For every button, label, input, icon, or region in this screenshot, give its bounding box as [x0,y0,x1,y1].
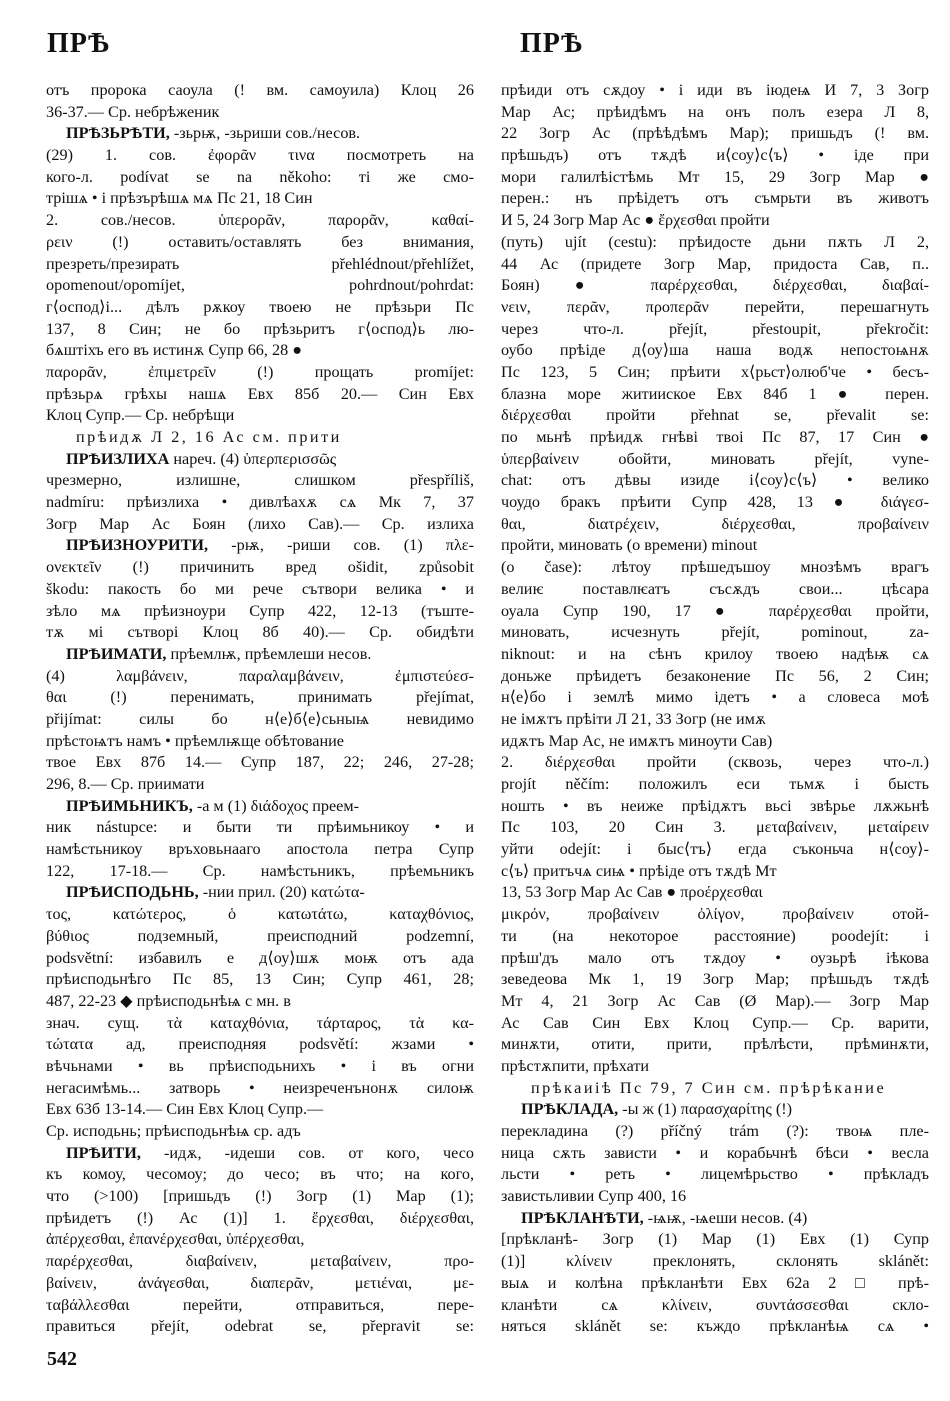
text-line: niknout: и на сѣнъ крилоу твоею надѣѭ сѧ [501,644,929,663]
text-line: прѣисподьнѣго Пс 85, 13 Син; Супр 461, 28; [46,970,474,989]
text-line: минѫти, отити, прити, прѣлѣсти, прѣминѫти, [501,1035,929,1054]
text-line: μικρόν, προβαίνειν ὀλίγον, προβαίνειν отой- [501,905,929,924]
text-line: Ас Сав Син Евх Клоц Супр.— Ср. варити, [501,1013,929,1032]
text-line: чрезмерно, излишне, слишком přespříliš, [46,471,474,490]
text-line: podsvětní: избавилъ е д⟨оу⟩шѫ моѭ отъ ада [46,948,474,967]
headword: ПРѢИМЬНИКЪ, [66,796,193,815]
text-line: велиѥ поставлѥатъ съсѫдъ свои... цѣсара [501,579,929,598]
text-line: презреть/презирать přehlédnout/přehlížet, [46,254,474,273]
text-line: перен.: нъ прѣідетъ отъ съмрьти въ животъ [501,189,929,208]
text-line: выѧ и колѣна прѣкланѣти Евх 62а 2 □ прѣ- [501,1273,929,1292]
text-line: škodu: пакость бо ми рече сътвори велика • и [46,579,474,598]
text-line: прѣшьдъ) отъ тѫдѣ и⟨соу⟩с⟨ъ⟩ • іде при [501,146,929,165]
text-line: (29) 1. сов. ἐφορᾶν τινα посмотреть на [46,146,474,165]
left-column [46,80,474,1338]
text-line: nadmíru: прѣизлиха • дивлѣахѫ сѧ Мк 7, 37 [46,493,474,512]
text-line: (o čase): лѣтоу прѣшедъшоу мнозѣмъ врагъ [501,558,929,577]
text-line: по мьнѣ прѣидѫ гнѣві твоі Пс 87, 17 Син ● [501,428,929,446]
text-line: ρειν (!) оставить/оставлять без внимания, [46,232,474,251]
headword: ПРѢЗЬРѢТИ, [66,124,170,143]
text-line: 122, 17-18.— Ср. намѣстьникъ, прѣемьникъ [46,861,474,880]
text-line: правиться přejít, odebrat se, přepravit se: [46,1317,474,1336]
text-line: 2. διέρχεσθαι пройти (сквозь, через что-л.) [501,753,929,772]
text-line: projít něčím: положилъ еси тьмѫ і бысть [501,775,929,793]
text-line: отъ пророка саоула (! вм. самоуила) Клоц 26 [46,81,474,99]
text-line: ἀπέρχεσθαι, ἐπανέρχεσθαι, ὑπέρχεσθαι, [46,1230,305,1249]
text-line: кого-л. podívat se na někoho: ті же смо- [46,167,474,186]
entry-headword-line: ПРѢЗЬРѢТИ, -зьрѭ, -зьриши сов./несов. [66,124,361,143]
text-line: зѣло мѧ прѣизноури Супр 422, 12-13 (тъште- [46,601,474,620]
text-line: Ср. исподьнь; прѣисподьнѣѩ ср. адъ [46,1122,301,1140]
text-line: (1)] κλίνειν преклонять, склонять sklánět: [501,1252,929,1271]
text-line: знач. сущ. τὰ καταχθόνια, τάρταρος, τὰ κα- [46,1013,474,1032]
text-line: завистьливии Супр 400, 16 [501,1187,687,1206]
text-line: 36-37.— Ср. небрѣженик [46,102,220,121]
text-line: 22 Зогр Ас (прѣѣдѣмъ Мар); пришьдъ (! вм. [501,124,929,143]
text-line: чоудо бракъ прѣити Супр 428, 13 ● διάγεσ- [501,493,929,512]
text-line: с⟨ъ⟩ притъчѧ сиѩ • прѣіде отъ тѫдѣ Мт [501,861,777,880]
page-number: 542 [47,1348,77,1370]
headword: ПРѢИТИ, [66,1143,141,1162]
text-line: бѧштіхъ его въ истинѫ Супр 66, 28 ● [46,341,302,360]
text-line: идѫтъ Мар Ас, не имѫтъ миноути Сав) [501,731,773,750]
text-line: перекладина (?) příčný trám (?): твоѩ пле- [501,1122,929,1140]
text-line: тѫ мі сътворі Клоц 8б 40).— Ср. обидѣти [46,623,474,642]
text-line: chat: отъ дѣвы изиде і⟨соу⟩с⟨ъ⟩ • велико [501,471,929,490]
text-line: 296, 8.— Ср. приимати [46,775,205,793]
running-head-left: ПРѢ [47,28,111,59]
text-line: 44 Ас (придете Зогр Мар, придоста Сав, п.. [501,254,929,273]
headword: ПРѢИСПОДЬНЬ, [66,883,199,902]
text-line: не імѫтъ прѣіти Л 21, 33 Зогр (не имѫ [501,709,767,728]
text-line: přijímat: силы бо н⟨е⟩б⟨е⟩сьныѩ невидимо [46,709,474,728]
text-line: твое Евх 87б 14.— Супр 187, 22; 246, 27-28; [46,753,474,772]
text-line: уйти odejít: і быс⟨тъ⟩ егда съконьча н⟨соу⟩- [501,840,929,859]
text-line: ταβάλλεσθαι перейти, отправиться, пере- [46,1295,474,1314]
text-line: Пс 103, 20 Син 3. μεταβαίνειν, μεταίρειν [501,818,929,837]
text-line: τος, κατώτερος, ὁ κατωτάτω, καταχθόνιος, [46,905,474,924]
text-line: Евх 63б 13-14.— Син Евх Клоц Супр.— [46,1100,324,1119]
text-line: зеведеова Мк 1, 19 Зогр Мар; прѣшьдъ тѫдѣ [501,970,929,989]
text-line: βύθιος подземный, преисподний podzemní, [46,926,474,945]
text-line: негасимѣмь... затворь • неизреченънонѫ силоѭ [46,1078,474,1097]
text-line: прѣкаиіѣ Пс 79, 7 Син см. прѣрѣкание [531,1078,887,1097]
text-line: 487, 22-23 ◆ прѣисподьнѣѩ с мн. в [46,991,291,1010]
text-line: θαι (!) перенимать, принимать přejímat, [46,688,474,707]
text-line: прѣстѫпити, прѣхати [501,1056,650,1075]
text-line: прѣш'дъ мало отъ тѫдоу • оузьрѣ іѣкова [501,948,929,967]
text-line: трішѧ • і прѣзърѣшѧ мѧ Пс 21, 18 Син [46,189,313,208]
text-line: ти (на некоторое расстояние) poodejít: і [501,926,929,945]
text-line: прѣзьрѧ грѣхы нашѧ Евх 85б 20.— Син Евх [46,384,474,403]
text-line: через что-л. přejít, přestoupit, překročit: [501,319,929,338]
text-line: н⟨е⟩бо і землѣ мимо ідетъ • а словеса моѣ [501,688,929,707]
text-line: кланѣти сѧ κλίνειν, συντάσσεσθαι скло- [501,1295,929,1314]
headword: ПРѢИЗНОУРИТИ, [66,536,209,555]
entry-headword-line: ПРѢИЗНОУРИТИ, -рѭ, -риши сов. (1) πλε- [66,536,474,555]
entry-headword-line: ПРѢИТИ, -идѫ, -идеши сов. от кого, чесо [66,1143,474,1162]
text-line: няться sklánět se: къждо прѣкланѣѩ сѧ • [501,1317,929,1336]
headword: ПРѢКЛАДА, [521,1100,619,1119]
text-line: что (>100) [пришьдъ (!) Зогр (1) Мар (1); [46,1187,474,1206]
right-column [501,80,929,1338]
text-line: opomenout/opomíjet, pohrdnout/pohrdat: [46,276,474,295]
running-head-right: ПРѢ [520,28,584,59]
entry-headword-line: ПРѢИМАТИ, прѣемлѭ, прѣемлеши несов. [66,644,372,663]
text-line: ношть • въ неиже прѣідѫтъ вьсі звѣрье лѫжьнѣ [501,796,929,815]
text-line: Клоц Супр.— Ср. небрѣщи [46,406,235,425]
text-line: доньже прѣидетъ безаконение Пс 56, 2 Син; [501,666,929,685]
text-line: Пс 123, 5 Син; прѣити х⟨рьст⟩олюб'че • бесъ- [501,362,929,381]
text-line: Зогр Мар Ас Боян (лихо Сав).— Ср. излиха [46,514,474,533]
text-line: ница сѫть зависти • и корабьчнѣ бѣси • весла [501,1143,929,1162]
text-line: прѣидѫ Л 2, 16 Ас см. прити [76,428,342,446]
text-line: къ комоу, чесомоу; до чесо; въ что; на кого, [46,1165,474,1184]
text-line: прѣидетъ (!) Ас (1)] 1. ἔρχεσθαι, διέρχεσθαι, [46,1208,474,1227]
text-line: г⟨оспод⟩і... дѣлъ рѫкоу твоею не прѣзьри Пс [46,297,474,316]
headword: ПРѢИМАТИ, [66,644,167,663]
text-line: вѣчьнами • вь прѣисподьнихъ • і въ огни [46,1056,474,1075]
text-line: прѣстоѩтъ намъ • прѣемлѭще обѣтование [46,731,344,750]
headword: ПРѢКЛАНѢТИ, [521,1208,644,1227]
entry-headword-line: ПРѢКЛАНѢТИ, -ѩѭ, -ѩеши несов. (4) [521,1208,808,1227]
text-line: льсти • реть • лицемѣрьство • прѣкладъ [501,1165,929,1184]
text-line: παρορᾶν, ἐπιμετρεῖν (!) прощать promíjet: [46,362,474,381]
text-line: ὑπερβαίνειν обойти, миновать přejít, vyne- [501,449,929,468]
text-line: прѣиди отъ сѫдоу • і иди въ іюдеѩ И 7, 3 Зогр [501,81,929,99]
text-line: νειν, περᾶν, προπερᾶν перейти, перешагнуть [501,297,929,316]
text-line: θαι, διατρέχειν, διέρχεσθαι, προβαίνειν [501,514,929,533]
text-line: παρέρχεσθαι, διαβαίνειν, μεταβαίνειν, προ- [46,1252,474,1271]
text-line: оубо прѣіде д⟨оу⟩ша наша водѫ непостоѩнѫ [501,341,929,360]
entry-headword-line: ПРѢИМЬНИКЪ, -а м (1) διάδοχος преем- [66,796,359,815]
entry-headword-line: ПРѢИЗЛИХА нареч. (4) ὑπερπερισσῶς [66,449,337,468]
text-line: (4) λαμβάνειν, παραλαμβάνειν, ἐμπιστεύεσ- [46,666,474,685]
text-line: ник nástupce: и быти ти прѣимьникоу • и [46,818,474,837]
text-line: Боян) ● παρέρχεσθαι, διέρχεσθαι, διαβαί- [501,276,929,295]
headword: ПРѢИЗЛИХА [66,449,170,468]
text-line: И 5, 24 Зогр Мар Ас ● ἔρχεσθαι пройти [501,211,770,230]
entry-headword-line: ПРѢИСПОДЬНЬ, -нии прил. (20) κατώτα- [66,883,365,902]
text-line: βαίνειν, ἀνάγεσθαι, διαπερᾶν, μετιέναι, με- [46,1273,474,1292]
text-line: τώτατα ад, преисподняя podsvětí: жзами • [46,1035,474,1054]
text-line: διέρχεσθαι пройти přehnat se, převalit se: [501,406,929,425]
text-line: 13, 53 Зогр Мар Ас Сав ● προέρχεσθαι [501,883,763,902]
text-line: пройти, миновать (о времени) minout [501,536,758,555]
text-line: миновать, исчезнуть přejít, pominout, za- [501,623,929,642]
text-line: 137, 8 Син; не бо прѣзьритъ г⟨оспод⟩ь лю- [46,319,474,338]
text-line: [прѣкланѣ- Зогр (1) Мар (1) Евх (1) Супр [501,1230,929,1249]
text-line: блазна море житииское Евх 84б 1 ● перен. [501,384,929,403]
text-line: ονεκτεῖν (!) причинить вред ošidit, způsobit [46,558,474,577]
text-line: мори галилѣістѣмь Мт 15, 29 Зогр Мар ● [501,167,929,186]
text-line: намѣстьникоу връховьнааго апостола петра Супр [46,840,474,859]
text-line: 2. сов./несов. ὑπερορᾶν, παρορᾶν, καθαί- [46,211,474,230]
entry-headword-line: ПРѢКЛАДА, -ы ж (1) παρασχαρίτης (!) [521,1100,793,1119]
text-line: оуала Супр 190, 17 ● παρέρχεσθαι пройти, [501,601,929,620]
text-line: Мт 4, 21 Зогр Ас Сав (Ø Мар).— Зогр Мар [501,991,929,1010]
text-line: (путь) ujít (cestu): прѣидосте дьни пѫть Л 2, [501,232,929,251]
text-line: Мар Ас; прѣидѣмъ на онъ полъ езера Л 8, [501,102,929,121]
